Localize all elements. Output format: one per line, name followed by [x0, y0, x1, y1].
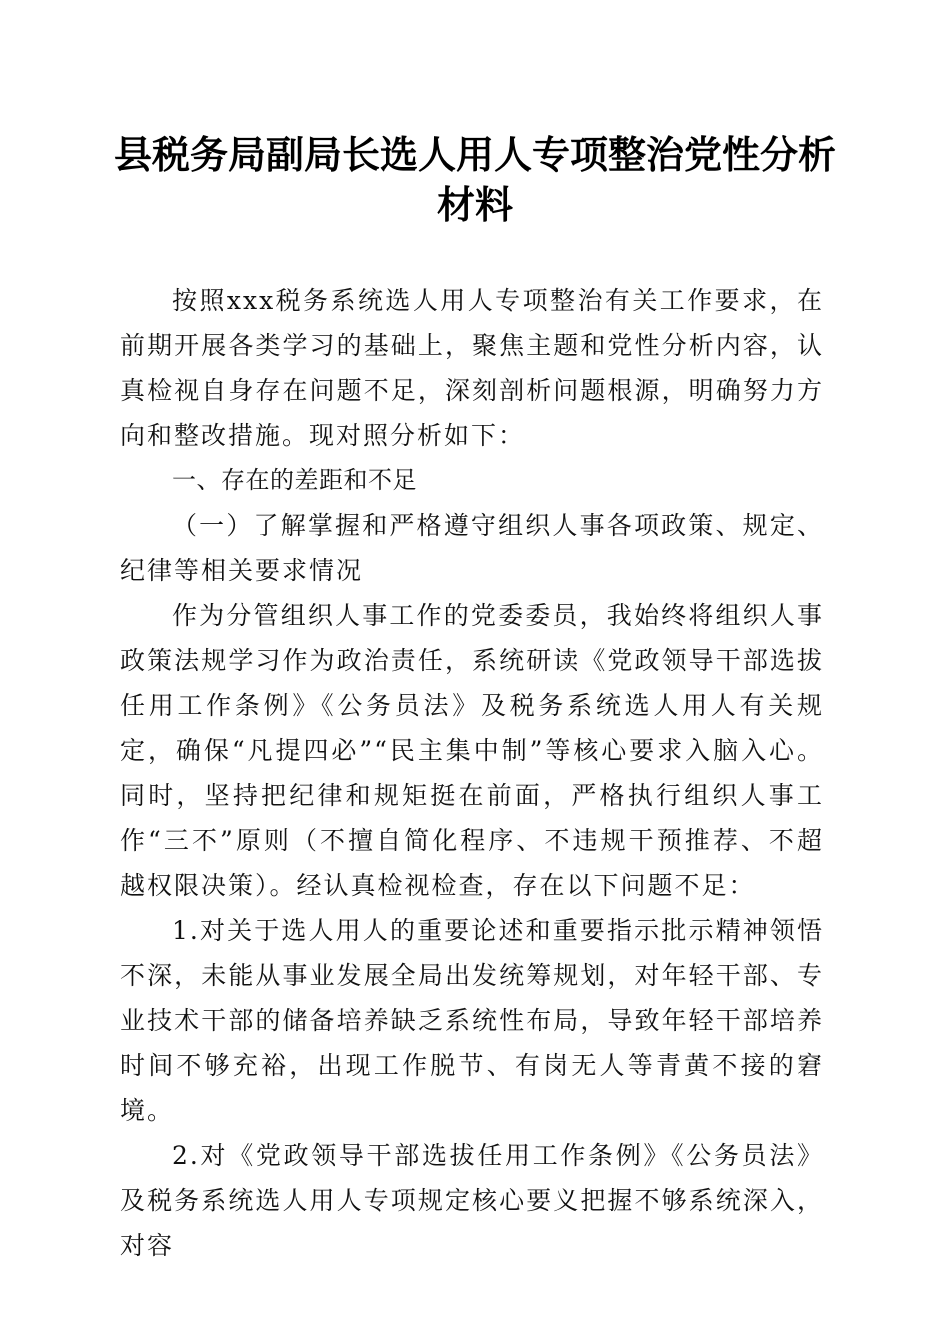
issue-item-1: 1.对关于选人用人的重要论述和重要指示批示精神领悟不深，未能从事业发展全局出发统筹规划，对年轻干部、专业技术干部的储备培养缺乏系统性布局，导致年轻干部培养时间不够充裕，出现工作脱节、有岗无人等青黄不接的窘境。	[120, 916, 824, 1125]
intro-paragraph: 按照xxx税务系统选人用人专项整治有关工作要求，在前期开展各类学习的基础上，聚焦主题和党性分析内容，认真检视自身存在问题不足，深刻剖析问题根源，明确努力方向和整改措施。现对照分析如下：	[120, 286, 824, 450]
issue-item-2: 2.对《党政领导干部选拔任用工作条例》《公务员法》及税务系统选人用人专项规定核心要义把握不够系统深入，对容	[120, 1141, 824, 1260]
document-title: 县税务局副局长选人用人专项整治党性分析材料	[113, 132, 836, 227]
subsection-heading-1: （一）了解掌握和严格遵守组织人事各项政策、规定、纪律等相关要求情况	[120, 511, 824, 585]
body-paragraph: 作为分管组织人事工作的党委委员，我始终将组织人事政策法规学习作为政治责任，系统研读《党政领导干部选拔任用工作条例》《公务员法》及税务系统选人用人有关规定，确保“凡提四必”“民主集中制”等核心要求入脑入心。同时，坚持把纪律和规矩挺在前面，严格执行组织人事工作“三不”原则（不擅自简化程序、不违规干预推荐、不超越权限决策）。经认真检视检查，存在以下问题不足：	[120, 601, 824, 900]
section-heading-1: 一、存在的差距和不足	[172, 466, 417, 494]
document-body	[120, 278, 824, 1268]
